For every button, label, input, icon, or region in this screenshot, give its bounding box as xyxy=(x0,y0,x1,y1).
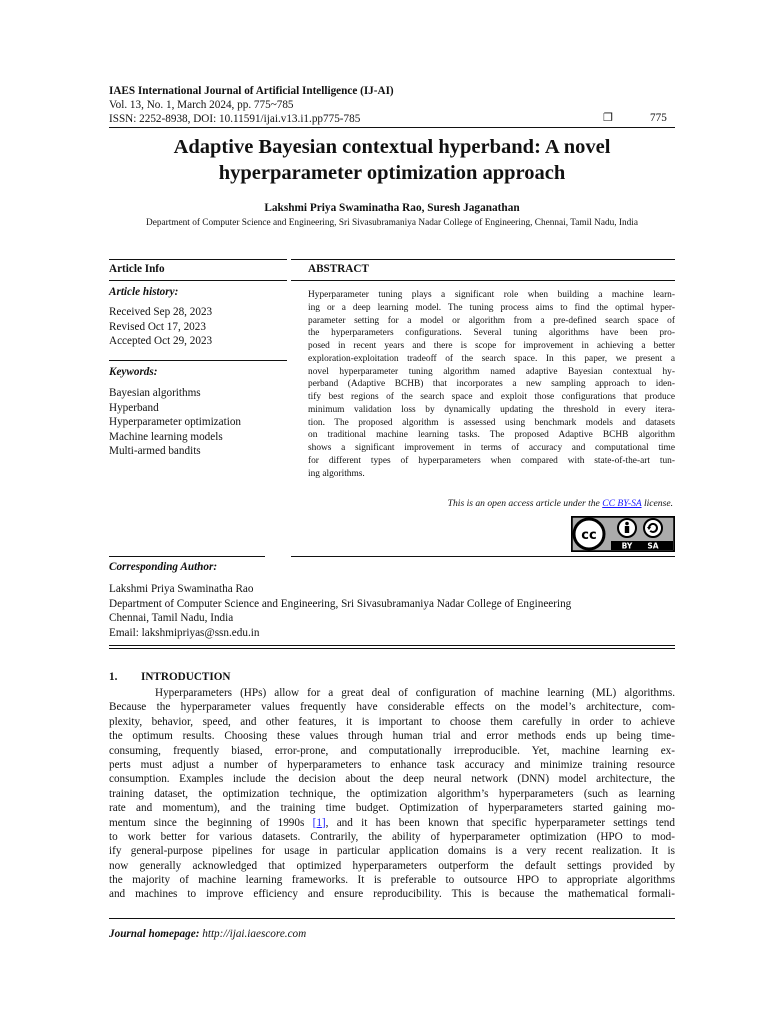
svg-text:cc: cc xyxy=(581,528,597,543)
homepage-url[interactable]: http://ijai.iaescore.com xyxy=(199,928,307,940)
abstract-rule xyxy=(291,280,675,281)
intro-body xyxy=(109,686,675,902)
abstract-line: tion. The proposed algorithm is assessed using benchmark models and datasets xyxy=(308,417,675,428)
footer-rule xyxy=(109,918,675,919)
abstract-line: posed in recent years and there is scope for improvement in achieving a better xyxy=(308,341,675,351)
page-number: 775 xyxy=(650,112,667,124)
license-prefix: This is an open access article under the xyxy=(447,498,603,509)
abstract-line: ing or a deep learning model. The tuning process aims to find the optimal hyper- xyxy=(308,302,675,313)
abstract-body xyxy=(308,289,675,480)
body-line: Hyperparameters (HPs) allow for a great deal of configuration of machine learning (ML) algorithms. xyxy=(155,687,675,699)
body-line-with-ref xyxy=(109,816,675,830)
journal-name: IAES International Journal of Artificial Intelligence (IJ-AI) xyxy=(109,85,394,97)
cc-by-sa-link[interactable]: CC BY-SA xyxy=(602,498,642,509)
ref-after: , and it has been known that specific hyperparameter settings tend xyxy=(325,816,675,829)
corresponding-dept: Department of Computer Science and Engineering, Sri Sivasubramaniya Nadar College of Engineering xyxy=(109,597,572,610)
citation-link-1[interactable]: [1] xyxy=(312,816,326,829)
abstract-line: perband (Adaptive BCHB) that incorporates a new sampling approach to iden- xyxy=(308,379,675,390)
article-info-bottom-rule xyxy=(109,556,265,557)
article-info-rule xyxy=(109,280,287,281)
body-line: to work better for various datasets. Contrarily, the ability of hyperparameter optimization (HPO to mod- xyxy=(109,830,675,843)
article-history-heading: Article history: xyxy=(109,286,179,298)
journal-homepage xyxy=(109,928,306,940)
article-info-heading: Article Info xyxy=(109,263,165,275)
intro-heading: INTRODUCTION xyxy=(141,671,231,683)
title-line-2: hyperparameter optimization approach xyxy=(218,162,566,184)
abstract-line: Hyperparameter tuning plays a significant role when building a machine learn- xyxy=(308,290,675,300)
body-line: now generally acknowledged that optimized hyperparameters outperform the default settings provided by xyxy=(109,859,675,872)
body-line: the optimum results. Choosing these values through human trial and error methods ends up being time- xyxy=(109,730,675,743)
body-line: ify general-purpose pipelines for usage in particular application domains is a very recent realization. It is xyxy=(109,845,675,858)
keywords-list xyxy=(109,386,241,459)
header-rule xyxy=(109,127,675,128)
abstract-line: minimum validation loss by dynamically updating the threshold in every itera- xyxy=(308,404,675,415)
body-line: training dataset, the optimization technique, the optimization algorithm’s hyperparameters (such as learning xyxy=(109,787,675,800)
title-line-1: Adaptive Bayesian contextual hyperband: A novel xyxy=(173,136,611,158)
volume-info: Vol. 13, No. 1, March 2024, pp. 775~785 xyxy=(109,99,294,111)
corresponding-location: Chennai, Tamil Nadu, India xyxy=(109,612,234,625)
abstract-line: tify best regions of the search space and exploit those configurations that produce xyxy=(308,392,675,402)
box-icon: ❐ xyxy=(603,112,613,124)
abstract-line: ing algorithms. xyxy=(308,468,365,479)
abstract-line: shows a significant improvement in terms of accuracy and computational time xyxy=(308,443,675,453)
abstract-bottom-rule xyxy=(291,556,675,557)
abstract-line: novel hyperparameter tuning algorithm named adaptive Bayesian contextual hy- xyxy=(308,366,675,377)
corresponding-rule-1 xyxy=(109,645,675,646)
keyword-item: Hyperparameter optimization xyxy=(109,416,242,429)
affiliation: Department of Computer Science and Engineering, Sri Sivasubramaniya Nadar College of Engineering, Chennai, Tamil Nadu, India xyxy=(145,218,639,228)
keyword-item: Multi-armed bandits xyxy=(109,445,201,458)
authors: Lakshmi Priya Swaminatha Rao, Suresh Jaganathan xyxy=(264,202,520,214)
body-line: the majority of machine learning frameworks. It is preferable to outsource HPO to appropriate algorithms xyxy=(109,874,675,887)
issn-doi: ISSN: 2252-8938, DOI: 10.11591/ijai.v13.i1.pp775-785 xyxy=(109,113,361,125)
history-accepted: Accepted Oct 29, 2023 xyxy=(109,335,213,348)
keywords-rule xyxy=(109,360,287,361)
cc-sa-label: SA xyxy=(647,541,659,551)
cc-badge-graphic xyxy=(571,516,675,552)
keyword-item: Machine learning models xyxy=(109,430,223,443)
keywords-heading: Keywords: xyxy=(109,366,158,378)
cc-license-badge[interactable] xyxy=(571,516,675,552)
history-revised: Revised Oct 17, 2023 xyxy=(109,320,206,333)
corresponding-rule-2 xyxy=(109,648,675,649)
paper-title xyxy=(100,134,684,186)
license-note xyxy=(448,498,673,509)
homepage-label: Journal homepage: xyxy=(109,928,200,940)
history-received: Received Sep 28, 2023 xyxy=(109,306,213,318)
corresponding-heading: Corresponding Author: xyxy=(109,561,218,573)
article-history-list xyxy=(109,305,212,349)
ref-before: mentum since the beginning of 1990s xyxy=(109,816,313,829)
keyword-item: Bayesian algorithms xyxy=(109,387,201,399)
corresponding-details xyxy=(109,582,571,640)
body-line: consumption. Examples include the decision about the deep neural network (DNN) model architecture, the xyxy=(109,773,675,786)
abstract-line: for different types of hyperparameters when compared with state-of-the-art tun- xyxy=(308,455,675,466)
body-line: consuming, frequently biased, error-prone, and computationally irreproducible. Yet, machine learning ex- xyxy=(109,744,675,757)
abstract-top-rule xyxy=(291,259,675,260)
body-line: perts must adjust a number of hyperparameters to enhance task accuracy and minimize training resource xyxy=(109,758,675,771)
abstract-line: the hyperparameters configurations. Several tuning algorithms have been pro- xyxy=(308,328,675,339)
share-alike-icon xyxy=(644,519,662,537)
corresponding-email: Email: lakshmipriyas@ssn.edu.in xyxy=(109,626,260,639)
abstract-heading: ABSTRACT xyxy=(308,263,369,275)
abstract-line: exploration-exploitation tradeoff of the search space. In this paper, we present a xyxy=(308,353,675,364)
body-line: Because the hyperparameter values frequently have considerable effects on the model’s architecture, com- xyxy=(109,701,675,714)
license-suffix: license. xyxy=(641,498,673,509)
keyword-item: Hyperband xyxy=(109,401,159,414)
article-info-top-rule xyxy=(109,259,287,260)
abstract-line: on traditional machine learning tasks. The proposed Adaptive BCHB algorithm xyxy=(308,430,675,441)
intro-number: 1. xyxy=(109,671,118,683)
body-line: and machines to improve efficiency and ensure reproducibility. This is because the mathematical formali- xyxy=(109,888,675,901)
body-line: plexity, behavior, speed, and other features, it is important to choose them carefully in order to achieve xyxy=(109,715,675,728)
body-line: rate and momentum), and the training time budget. Optimization of hyperparameters started gaining mo- xyxy=(109,802,675,815)
cc-by-label: BY xyxy=(621,541,633,551)
corresponding-name: Lakshmi Priya Swaminatha Rao xyxy=(109,583,254,595)
abstract-line: parameter setting for a model or algorithm from a pre-defined search space of xyxy=(308,315,675,326)
